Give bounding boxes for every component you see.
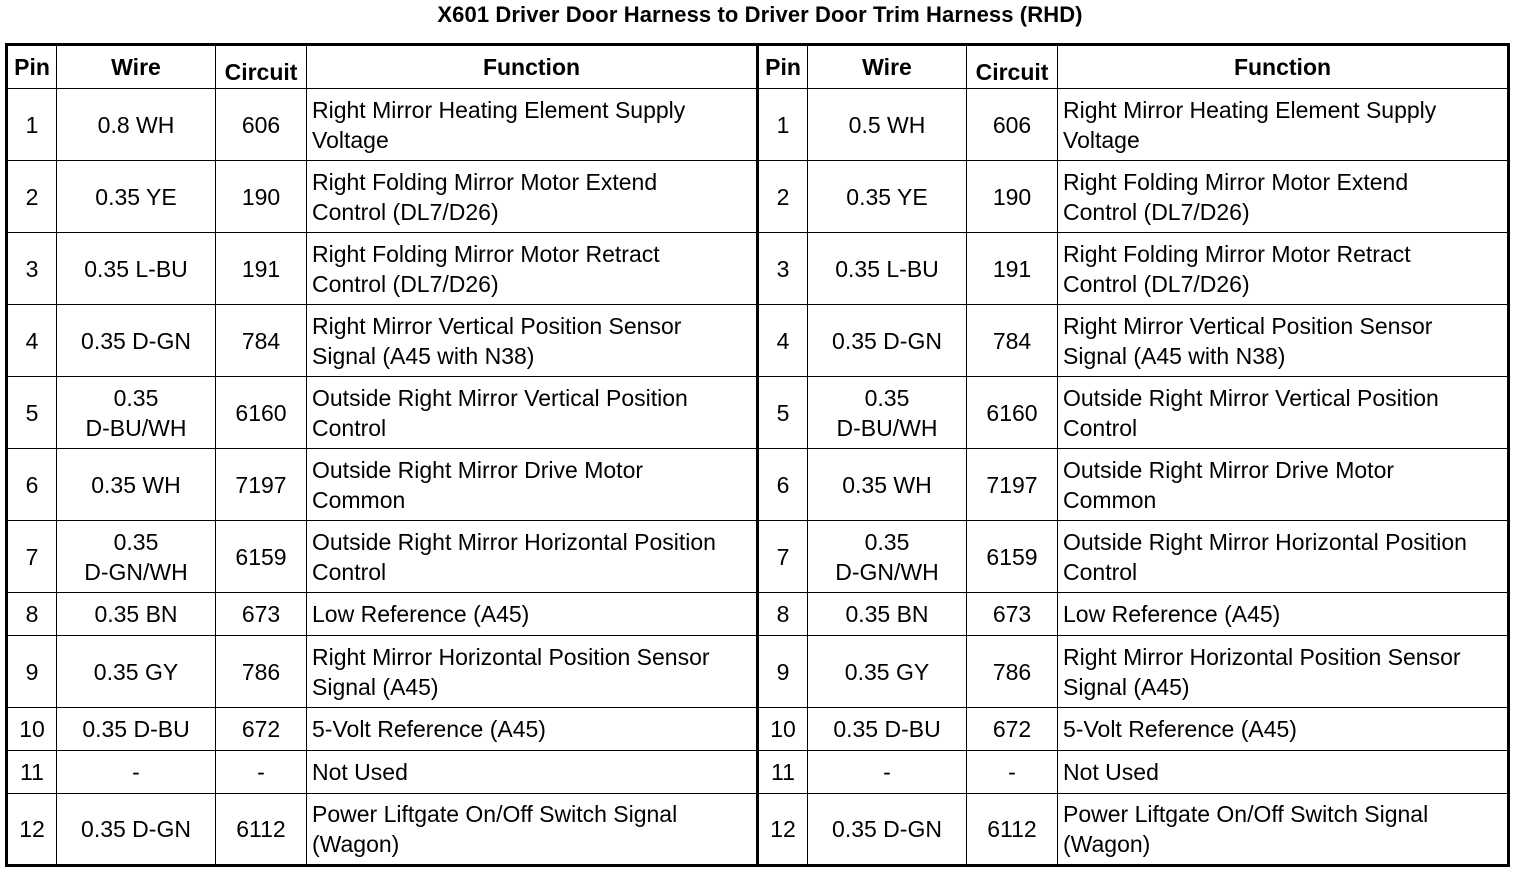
left-function-cell: Outside Right Mirror Drive Motor Common [307, 449, 758, 521]
left-pin-cell: 4 [7, 305, 57, 377]
header-wire-right: Wire [808, 45, 967, 89]
right-circuit-cell: 784 [967, 305, 1058, 377]
left-wire-cell: 0.35 D-GN [57, 794, 216, 866]
left-circuit-cell: - [216, 751, 307, 794]
right-function-cell: Right Mirror Heating Element Supply Voltage [1058, 89, 1509, 161]
left-wire-cell: 0.35 D-GN [57, 305, 216, 377]
right-function-cell: Right Mirror Vertical Position Sensor Signal (A45 with N38) [1058, 305, 1509, 377]
left-wire-cell: 0.8 WH [57, 89, 216, 161]
table-row [7, 636, 1509, 708]
left-wire-cell: 0.35 D-BU [57, 708, 216, 751]
right-function-cell: Not Used [1058, 751, 1509, 794]
left-pin-cell: 2 [7, 161, 57, 233]
right-function-cell: Right Mirror Horizontal Position Sensor Signal (A45) [1058, 636, 1509, 708]
right-wire-cell: 0.35 L-BU [808, 233, 967, 305]
header-circuit-right: Circuit [967, 45, 1058, 89]
header-circuit-left: Circuit [216, 45, 307, 89]
right-function-cell: Outside Right Mirror Horizontal Position Control [1058, 521, 1509, 593]
right-pin-cell: 7 [758, 521, 808, 593]
right-function-cell: 5-Volt Reference (A45) [1058, 708, 1509, 751]
header-row [7, 45, 1509, 89]
right-function-cell: Right Folding Mirror Motor Extend Control (DL7/D26) [1058, 161, 1509, 233]
right-circuit-cell: 190 [967, 161, 1058, 233]
left-pin-cell: 3 [7, 233, 57, 305]
right-pin-cell: 10 [758, 708, 808, 751]
right-wire-cell: 0.35 D-GN [808, 305, 967, 377]
right-function-cell: Low Reference (A45) [1058, 593, 1509, 636]
right-pin-cell: 3 [758, 233, 808, 305]
right-circuit-cell: 6160 [967, 377, 1058, 449]
right-circuit-cell: 7197 [967, 449, 1058, 521]
left-circuit-cell: 6159 [216, 521, 307, 593]
right-function-cell: Right Folding Mirror Motor Retract Control (DL7/D26) [1058, 233, 1509, 305]
table-row [7, 521, 1509, 593]
left-wire-cell: 0.35 D-BU/WH [57, 377, 216, 449]
header-wire-left: Wire [57, 45, 216, 89]
table-row [7, 233, 1509, 305]
right-wire-cell: 0.35 D-BU [808, 708, 967, 751]
left-function-cell: Low Reference (A45) [307, 593, 758, 636]
right-function-cell: Outside Right Mirror Drive Motor Common [1058, 449, 1509, 521]
left-circuit-cell: 191 [216, 233, 307, 305]
table-row [7, 708, 1509, 751]
left-function-cell: Power Liftgate On/Off Switch Signal (Wagon) [307, 794, 758, 866]
table-row [7, 751, 1509, 794]
right-wire-cell: 0.35 D-GN/WH [808, 521, 967, 593]
left-function-cell: Not Used [307, 751, 758, 794]
left-function-cell: Right Folding Mirror Motor Extend Control (DL7/D26) [307, 161, 758, 233]
right-wire-cell: 0.35 D-BU/WH [808, 377, 967, 449]
left-pin-cell: 5 [7, 377, 57, 449]
right-circuit-cell: 606 [967, 89, 1058, 161]
right-pin-cell: 6 [758, 449, 808, 521]
table-row [7, 305, 1509, 377]
table-row [7, 377, 1509, 449]
right-pin-cell: 1 [758, 89, 808, 161]
right-circuit-cell: 6112 [967, 794, 1058, 866]
right-pin-cell: 5 [758, 377, 808, 449]
right-pin-cell: 8 [758, 593, 808, 636]
right-wire-cell: 0.5 WH [808, 89, 967, 161]
left-pin-cell: 8 [7, 593, 57, 636]
left-pin-cell: 11 [7, 751, 57, 794]
table-row [7, 89, 1509, 161]
left-wire-cell: - [57, 751, 216, 794]
right-wire-cell: 0.35 WH [808, 449, 967, 521]
header-function-left: Function [307, 45, 758, 89]
left-function-cell: Outside Right Mirror Horizontal Position Control [307, 521, 758, 593]
left-wire-cell: 0.35 YE [57, 161, 216, 233]
left-pin-cell: 9 [7, 636, 57, 708]
header-pin-right: Pin [758, 45, 808, 89]
left-pin-cell: 6 [7, 449, 57, 521]
right-function-cell: Power Liftgate On/Off Switch Signal (Wagon) [1058, 794, 1509, 866]
left-function-cell: Right Mirror Horizontal Position Sensor Signal (A45) [307, 636, 758, 708]
right-wire-cell: 0.35 GY [808, 636, 967, 708]
left-circuit-cell: 190 [216, 161, 307, 233]
right-wire-cell: 0.35 BN [808, 593, 967, 636]
right-wire-cell: 0.35 YE [808, 161, 967, 233]
right-pin-cell: 11 [758, 751, 808, 794]
right-circuit-cell: 672 [967, 708, 1058, 751]
left-circuit-cell: 784 [216, 305, 307, 377]
right-function-cell: Outside Right Mirror Vertical Position Control [1058, 377, 1509, 449]
table-row [7, 593, 1509, 636]
table-row [7, 794, 1509, 866]
left-function-cell: 5-Volt Reference (A45) [307, 708, 758, 751]
left-function-cell: Right Folding Mirror Motor Retract Control (DL7/D26) [307, 233, 758, 305]
right-circuit-cell: 673 [967, 593, 1058, 636]
right-circuit-cell: 191 [967, 233, 1058, 305]
left-pin-cell: 7 [7, 521, 57, 593]
right-circuit-cell: 786 [967, 636, 1058, 708]
left-function-cell: Right Mirror Vertical Position Sensor Signal (A45 with N38) [307, 305, 758, 377]
left-wire-cell: 0.35 WH [57, 449, 216, 521]
right-circuit-cell: 6159 [967, 521, 1058, 593]
left-wire-cell: 0.35 D-GN/WH [57, 521, 216, 593]
left-wire-cell: 0.35 GY [57, 636, 216, 708]
table-row [7, 449, 1509, 521]
right-pin-cell: 12 [758, 794, 808, 866]
left-wire-cell: 0.35 BN [57, 593, 216, 636]
left-pin-cell: 12 [7, 794, 57, 866]
right-circuit-cell: - [967, 751, 1058, 794]
left-circuit-cell: 786 [216, 636, 307, 708]
left-circuit-cell: 672 [216, 708, 307, 751]
document-title: X601 Driver Door Harness to Driver Door Trim Harness (RHD) [437, 2, 1083, 27]
right-wire-cell: - [808, 751, 967, 794]
left-pin-cell: 1 [7, 89, 57, 161]
header-pin-left: Pin [7, 45, 57, 89]
left-circuit-cell: 606 [216, 89, 307, 161]
left-circuit-cell: 6160 [216, 377, 307, 449]
left-circuit-cell: 7197 [216, 449, 307, 521]
right-pin-cell: 4 [758, 305, 808, 377]
right-wire-cell: 0.35 D-GN [808, 794, 967, 866]
left-circuit-cell: 6112 [216, 794, 307, 866]
connector-pinout-table [5, 43, 1510, 867]
header-function-right: Function [1058, 45, 1509, 89]
left-function-cell: Outside Right Mirror Vertical Position Control [307, 377, 758, 449]
left-function-cell: Right Mirror Heating Element Supply Voltage [307, 89, 758, 161]
left-wire-cell: 0.35 L-BU [57, 233, 216, 305]
table-row [7, 161, 1509, 233]
left-circuit-cell: 673 [216, 593, 307, 636]
right-pin-cell: 2 [758, 161, 808, 233]
left-pin-cell: 10 [7, 708, 57, 751]
right-pin-cell: 9 [758, 636, 808, 708]
